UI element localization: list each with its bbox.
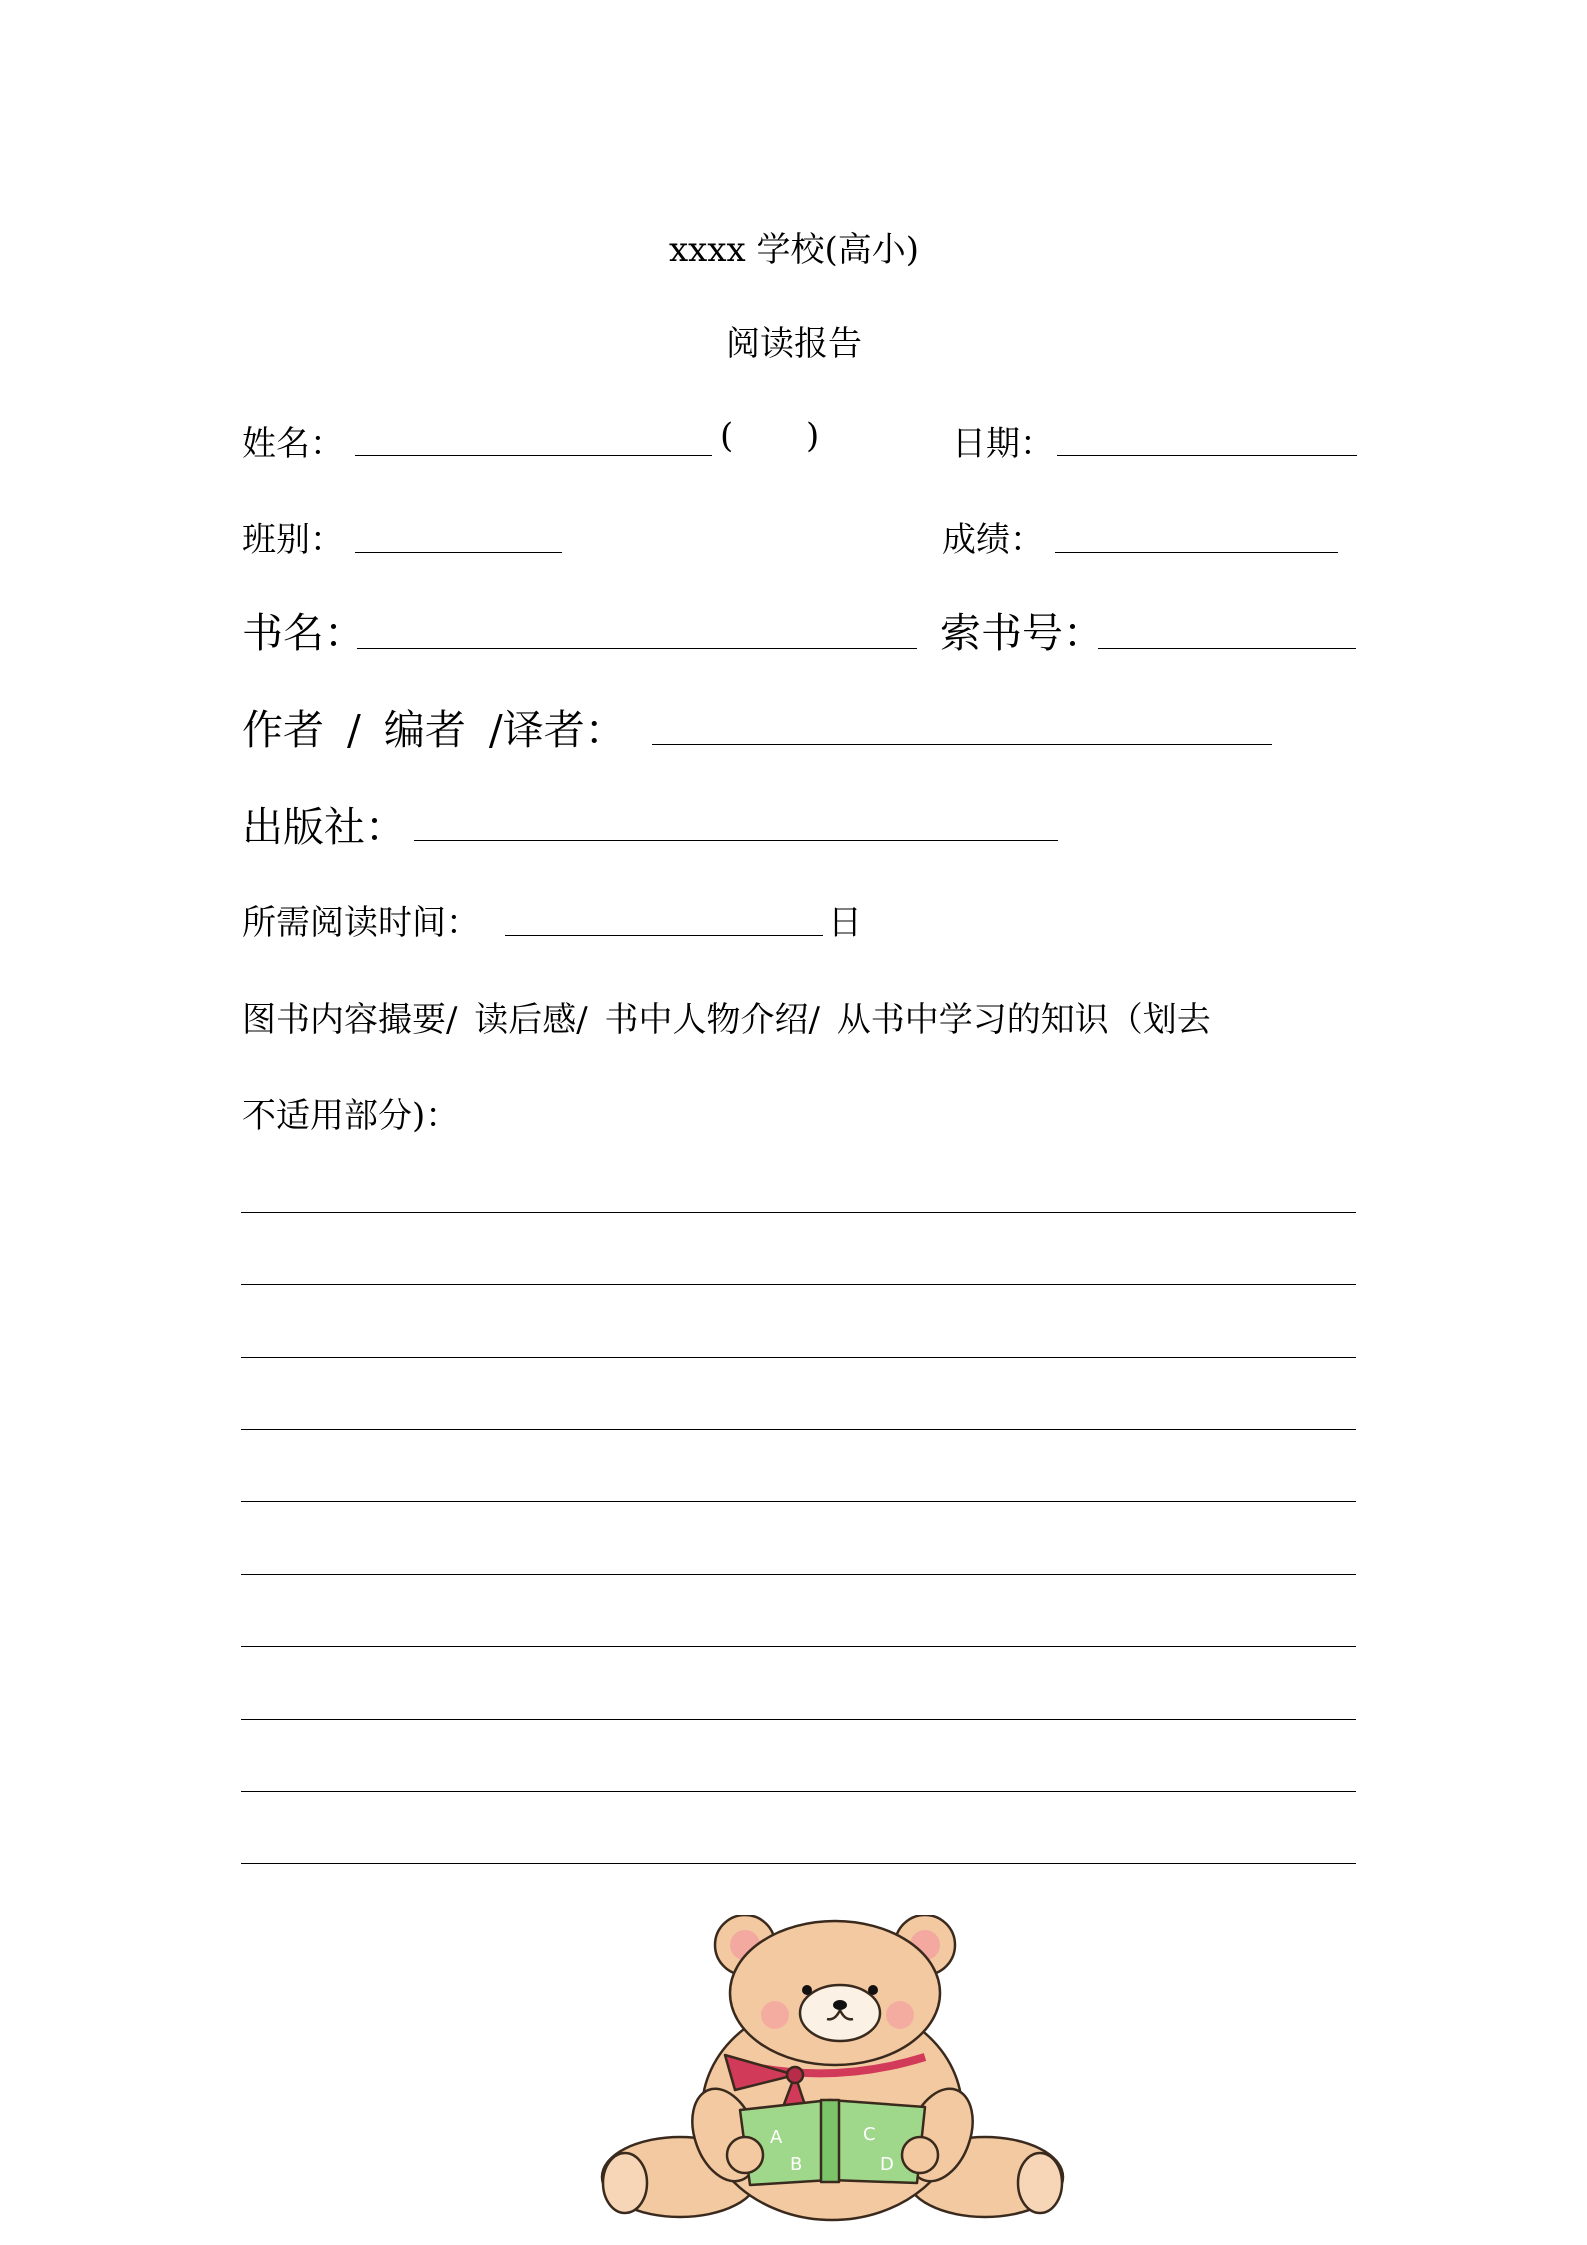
teddy-bear-reading-icon — [595, 1915, 1070, 2235]
writing-line[interactable] — [241, 1791, 1356, 1792]
writing-line[interactable] — [241, 1357, 1356, 1358]
author-label: 作者 / 编者 /译者： — [242, 706, 626, 754]
publisher-field[interactable] — [414, 840, 1058, 841]
date-label: 日期： — [952, 424, 1054, 464]
reading-time-unit: 日 — [828, 903, 862, 943]
call-number-field[interactable] — [1098, 648, 1356, 649]
grade-field[interactable] — [1055, 552, 1338, 553]
writing-line[interactable] — [241, 1646, 1356, 1647]
date-field[interactable] — [1057, 455, 1357, 456]
writing-line[interactable] — [241, 1284, 1356, 1285]
reading-time-label: 所需阅读时间： — [242, 903, 480, 943]
writing-line[interactable] — [241, 1429, 1356, 1430]
grade-label: 成绩： — [942, 520, 1044, 560]
school-name: xxxx 学校(高小) — [669, 230, 920, 270]
svg-text:D: D — [880, 2154, 894, 2175]
author-field[interactable] — [652, 744, 1272, 745]
svg-text:A: A — [770, 2127, 783, 2148]
book-name-label: 书名： — [242, 609, 365, 657]
book-name-field[interactable] — [357, 648, 917, 649]
call-number-label: 索书号： — [940, 609, 1104, 657]
report-title: 阅读报告 — [726, 324, 862, 364]
instructions-line-1: 图书内容撮要/ 读后感/ 书中人物介绍/ 从书中学习的知识（划去 — [242, 1000, 1211, 1040]
reading-time-field[interactable] — [505, 935, 823, 936]
publisher-label: 出版社： — [242, 803, 406, 851]
class-number-close-paren: ) — [806, 416, 820, 456]
writing-line[interactable] — [241, 1574, 1356, 1575]
writing-line[interactable] — [241, 1719, 1356, 1720]
name-field[interactable] — [355, 455, 712, 456]
svg-text:B: B — [790, 2154, 803, 2175]
instructions-line-2: 不适用部分)： — [242, 1096, 460, 1136]
writing-line[interactable] — [241, 1212, 1356, 1213]
class-label: 班别： — [242, 520, 344, 560]
class-number-open-paren: ( — [720, 416, 734, 456]
writing-line[interactable] — [241, 1863, 1356, 1864]
writing-line[interactable] — [241, 1501, 1356, 1502]
class-field[interactable] — [355, 552, 562, 553]
svg-text:C: C — [863, 2124, 876, 2145]
name-label: 姓名： — [242, 424, 344, 464]
